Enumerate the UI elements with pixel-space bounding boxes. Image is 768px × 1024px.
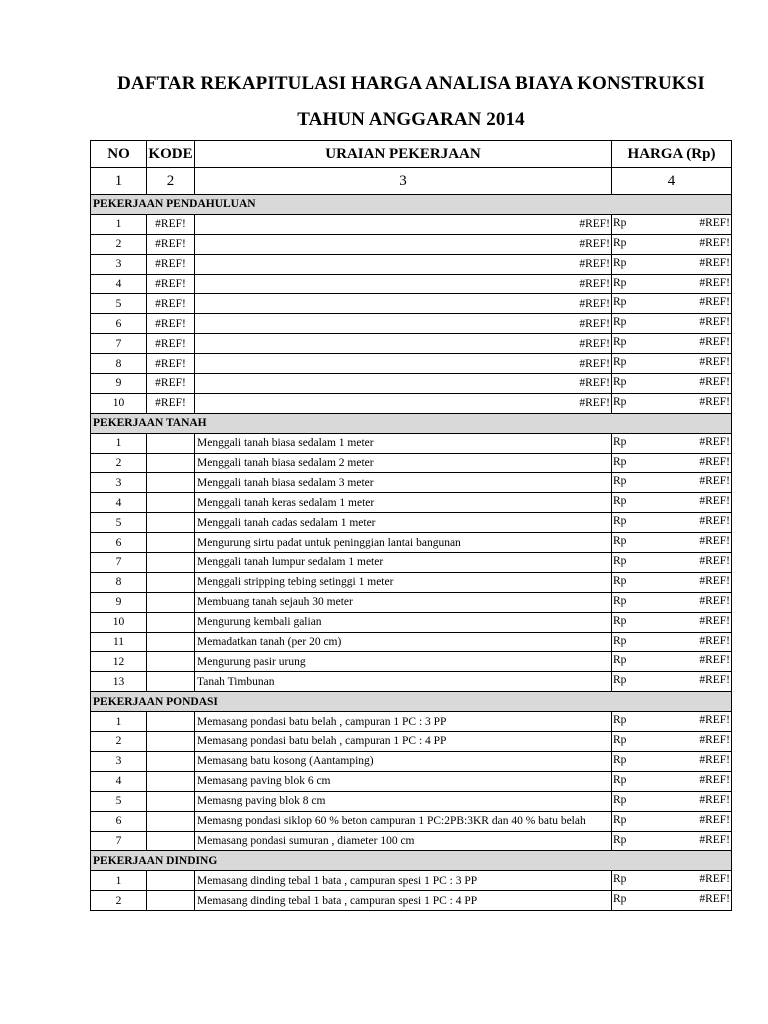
table-row: [91, 374, 732, 394]
harga-value: #REF!: [699, 634, 730, 647]
row-harga: [612, 612, 732, 632]
row-uraian: #REF!: [195, 314, 612, 334]
row-kode: [147, 493, 195, 513]
currency-label: Rp: [613, 833, 627, 846]
currency-label: Rp: [613, 674, 627, 687]
row-uraian: Menggali tanah cadas sedalam 1 meter: [195, 513, 612, 533]
currency-label: Rp: [613, 734, 627, 747]
recap-table: [90, 140, 732, 911]
table-row: [91, 533, 732, 553]
row-no: 4: [91, 771, 147, 791]
currency-label: Rp: [613, 535, 627, 548]
row-uraian: Memasang pondasi sumuran , diameter 100 cm: [195, 831, 612, 851]
table-row: [91, 493, 732, 513]
row-uraian: Memasng pondasi siklop 60 % beton campuran 1 PC:2PB:3KR dan 40 % batu belah: [195, 811, 612, 831]
row-kode: [147, 712, 195, 732]
harga-value: #REF!: [699, 793, 730, 806]
row-uraian: Menggali tanah biasa sedalam 2 meter: [195, 453, 612, 473]
row-uraian: #REF!: [195, 334, 612, 354]
row-harga: [612, 354, 732, 374]
table-row: [91, 393, 732, 413]
row-harga: [612, 493, 732, 513]
section-header-row: [91, 195, 732, 215]
row-no: 2: [91, 891, 147, 911]
row-harga: [612, 553, 732, 573]
harga-value: #REF!: [699, 356, 730, 369]
row-kode: [147, 652, 195, 672]
row-uraian: Mengurung pasir urung: [195, 652, 612, 672]
table-row: [91, 214, 732, 234]
row-no: 1: [91, 712, 147, 732]
row-kode: [147, 751, 195, 771]
currency-label: Rp: [613, 296, 627, 309]
harga-value: #REF!: [699, 395, 730, 408]
row-harga: [612, 891, 732, 911]
harga-value: #REF!: [699, 236, 730, 249]
row-uraian: Menggali tanah biasa sedalam 3 meter: [195, 473, 612, 493]
header-no: NO: [91, 141, 147, 168]
row-no: 1: [91, 433, 147, 453]
table-row: [91, 891, 732, 911]
currency-label: Rp: [613, 236, 627, 249]
row-kode: [147, 533, 195, 553]
harga-value: #REF!: [699, 714, 730, 727]
section-header-row: [91, 413, 732, 433]
currency-label: Rp: [613, 395, 627, 408]
currency-label: Rp: [613, 455, 627, 468]
row-kode: #REF!: [147, 393, 195, 413]
row-kode: [147, 831, 195, 851]
row-kode: #REF!: [147, 354, 195, 374]
table-row: [91, 473, 732, 493]
table-row: [91, 592, 732, 612]
currency-label: Rp: [613, 256, 627, 269]
row-uraian: Memasang dinding tebal 1 bata , campuran spesi 1 PC : 4 PP: [195, 891, 612, 911]
row-harga: [612, 453, 732, 473]
header-kode: KODE: [147, 141, 195, 168]
row-no: 3: [91, 473, 147, 493]
row-no: 11: [91, 632, 147, 652]
row-no: 1: [91, 871, 147, 891]
harga-value: #REF!: [699, 455, 730, 468]
currency-label: Rp: [613, 336, 627, 349]
row-no: 7: [91, 831, 147, 851]
row-harga: [612, 513, 732, 533]
harga-value: #REF!: [699, 734, 730, 747]
row-kode: [147, 513, 195, 533]
harga-value: #REF!: [699, 813, 730, 826]
harga-value: #REF!: [699, 614, 730, 627]
table-row: [91, 612, 732, 632]
harga-value: #REF!: [699, 435, 730, 448]
currency-label: Rp: [613, 873, 627, 886]
row-uraian: Tanah Timbunan: [195, 672, 612, 692]
harga-value: #REF!: [699, 674, 730, 687]
section-header-row: [91, 692, 732, 712]
row-uraian: #REF!: [195, 254, 612, 274]
row-no: 9: [91, 592, 147, 612]
row-no: 9: [91, 374, 147, 394]
harga-value: #REF!: [699, 256, 730, 269]
row-no: 13: [91, 672, 147, 692]
table-body: [91, 195, 732, 911]
section-title: PEKERJAAN PENDAHULUAN: [91, 195, 732, 215]
row-no: 4: [91, 274, 147, 294]
table-row: [91, 572, 732, 592]
row-harga: [612, 592, 732, 612]
row-no: 3: [91, 751, 147, 771]
table-row: [91, 871, 732, 891]
row-harga: [612, 811, 732, 831]
table-row: [91, 652, 732, 672]
column-number: 1: [91, 168, 147, 195]
row-kode: [147, 672, 195, 692]
row-no: 6: [91, 533, 147, 553]
row-no: 7: [91, 553, 147, 573]
harga-value: #REF!: [699, 316, 730, 329]
currency-label: Rp: [613, 753, 627, 766]
row-uraian: Mengurung sirtu padat untuk peninggian lantai bangunan: [195, 533, 612, 553]
harga-value: #REF!: [699, 475, 730, 488]
row-kode: [147, 453, 195, 473]
row-uraian: #REF!: [195, 234, 612, 254]
row-uraian: #REF!: [195, 374, 612, 394]
currency-label: Rp: [613, 555, 627, 568]
row-uraian: #REF!: [195, 214, 612, 234]
harga-value: #REF!: [699, 654, 730, 667]
harga-value: #REF!: [699, 773, 730, 786]
harga-value: #REF!: [699, 495, 730, 508]
currency-label: Rp: [613, 276, 627, 289]
harga-value: #REF!: [699, 574, 730, 587]
row-no: 12: [91, 652, 147, 672]
row-no: 2: [91, 234, 147, 254]
column-number: 4: [612, 168, 732, 195]
row-harga: [612, 771, 732, 791]
row-harga: [612, 632, 732, 652]
row-harga: [612, 791, 732, 811]
row-no: 10: [91, 393, 147, 413]
row-harga: [612, 871, 732, 891]
section-header-row: [91, 851, 732, 871]
table-row: [91, 274, 732, 294]
section-title: PEKERJAAN TANAH: [91, 413, 732, 433]
row-harga: [612, 334, 732, 354]
row-uraian: Menggali tanah biasa sedalam 1 meter: [195, 433, 612, 453]
row-uraian: Menggali tanah keras sedalam 1 meter: [195, 493, 612, 513]
row-harga: [612, 712, 732, 732]
row-kode: #REF!: [147, 374, 195, 394]
row-harga: [612, 393, 732, 413]
table-row: [91, 771, 732, 791]
table-row: [91, 513, 732, 533]
row-harga: [612, 533, 732, 553]
harga-value: #REF!: [699, 893, 730, 906]
row-kode: #REF!: [147, 314, 195, 334]
row-kode: [147, 732, 195, 752]
row-kode: [147, 771, 195, 791]
row-harga: [612, 294, 732, 314]
row-kode: [147, 572, 195, 592]
row-uraian: Memasang dinding tebal 1 bata , campuran spesi 1 PC : 3 PP: [195, 871, 612, 891]
table-row: [91, 314, 732, 334]
row-uraian: Menggali stripping tebing setinggi 1 meter: [195, 572, 612, 592]
row-uraian: Memasang pondasi batu belah , campuran 1 PC : 3 PP: [195, 712, 612, 732]
harga-value: #REF!: [699, 296, 730, 309]
section-title: PEKERJAAN DINDING: [91, 851, 732, 871]
row-kode: [147, 632, 195, 652]
row-kode: [147, 473, 195, 493]
currency-label: Rp: [613, 495, 627, 508]
row-harga: [612, 732, 732, 752]
harga-value: #REF!: [699, 594, 730, 607]
row-uraian: #REF!: [195, 294, 612, 314]
row-uraian: Membuang tanah sejauh 30 meter: [195, 592, 612, 612]
currency-label: Rp: [613, 515, 627, 528]
row-no: 8: [91, 572, 147, 592]
row-no: 5: [91, 791, 147, 811]
table-row: [91, 672, 732, 692]
column-number: 2: [147, 168, 195, 195]
harga-value: #REF!: [699, 216, 730, 229]
row-harga: [612, 214, 732, 234]
header-harga: HARGA (Rp): [612, 141, 732, 168]
table-row: [91, 632, 732, 652]
row-harga: [612, 314, 732, 334]
row-kode: [147, 592, 195, 612]
currency-label: Rp: [613, 574, 627, 587]
currency-label: Rp: [613, 893, 627, 906]
row-no: 5: [91, 294, 147, 314]
row-harga: [612, 234, 732, 254]
header-uraian: URAIAN PEKERJAAN: [195, 141, 612, 168]
column-number-row: [91, 168, 732, 195]
row-no: 3: [91, 254, 147, 274]
currency-label: Rp: [613, 316, 627, 329]
row-uraian: Memasang batu kosong (Aantamping): [195, 751, 612, 771]
row-kode: [147, 891, 195, 911]
row-no: 2: [91, 453, 147, 473]
document-subtitle: TAHUN ANGGARAN 2014: [297, 109, 525, 130]
row-uraian: Memadatkan tanah (per 20 cm): [195, 632, 612, 652]
row-harga: [612, 473, 732, 493]
currency-label: Rp: [613, 435, 627, 448]
currency-label: Rp: [613, 714, 627, 727]
row-uraian: Mengurung kembali galian: [195, 612, 612, 632]
table-row: [91, 811, 732, 831]
row-no: 6: [91, 314, 147, 334]
row-kode: #REF!: [147, 214, 195, 234]
header-row: [91, 141, 732, 168]
row-no: 2: [91, 732, 147, 752]
row-kode: [147, 791, 195, 811]
row-harga: [612, 652, 732, 672]
table-row: [91, 732, 732, 752]
harga-value: #REF!: [699, 555, 730, 568]
row-harga: [612, 572, 732, 592]
harga-value: #REF!: [699, 515, 730, 528]
table-row: [91, 791, 732, 811]
row-kode: #REF!: [147, 234, 195, 254]
currency-label: Rp: [613, 216, 627, 229]
row-no: 10: [91, 612, 147, 632]
currency-label: Rp: [613, 793, 627, 806]
table-row: [91, 294, 732, 314]
harga-value: #REF!: [699, 873, 730, 886]
section-title: PEKERJAAN PONDASI: [91, 692, 732, 712]
row-kode: [147, 553, 195, 573]
table-row: [91, 751, 732, 771]
row-harga: [612, 831, 732, 851]
harga-value: #REF!: [699, 753, 730, 766]
row-no: 1: [91, 214, 147, 234]
table-row: [91, 433, 732, 453]
currency-label: Rp: [613, 356, 627, 369]
table-row: [91, 453, 732, 473]
currency-label: Rp: [613, 594, 627, 607]
row-uraian: Memasng paving blok 8 cm: [195, 791, 612, 811]
row-kode: [147, 871, 195, 891]
row-no: 8: [91, 354, 147, 374]
row-kode: #REF!: [147, 294, 195, 314]
row-no: 4: [91, 493, 147, 513]
table-row: [91, 553, 732, 573]
currency-label: Rp: [613, 376, 627, 389]
table-row: [91, 234, 732, 254]
row-harga: [612, 751, 732, 771]
currency-label: Rp: [613, 634, 627, 647]
row-uraian: #REF!: [195, 393, 612, 413]
row-no: 7: [91, 334, 147, 354]
currency-label: Rp: [613, 614, 627, 627]
harga-value: #REF!: [699, 376, 730, 389]
harga-value: #REF!: [699, 336, 730, 349]
harga-value: #REF!: [699, 833, 730, 846]
row-kode: #REF!: [147, 274, 195, 294]
row-harga: [612, 274, 732, 294]
row-harga: [612, 254, 732, 274]
currency-label: Rp: [613, 475, 627, 488]
row-no: 5: [91, 513, 147, 533]
harga-value: #REF!: [699, 276, 730, 289]
column-number: 3: [195, 168, 612, 195]
row-uraian: Menggali tanah lumpur sedalam 1 meter: [195, 553, 612, 573]
row-no: 6: [91, 811, 147, 831]
currency-label: Rp: [613, 813, 627, 826]
table-row: [91, 831, 732, 851]
row-harga: [612, 433, 732, 453]
row-kode: #REF!: [147, 254, 195, 274]
row-harga: [612, 672, 732, 692]
row-harga: [612, 374, 732, 394]
row-uraian: Memasang pondasi batu belah , campuran 1 PC : 4 PP: [195, 732, 612, 752]
table-row: [91, 354, 732, 374]
table-row: [91, 334, 732, 354]
currency-label: Rp: [613, 773, 627, 786]
row-uraian: Memasang paving blok 6 cm: [195, 771, 612, 791]
row-uraian: #REF!: [195, 354, 612, 374]
currency-label: Rp: [613, 654, 627, 667]
row-kode: [147, 811, 195, 831]
row-kode: #REF!: [147, 334, 195, 354]
document-title: DAFTAR REKAPITULASI HARGA ANALISA BIAYA KONSTRUKSI: [117, 73, 705, 94]
harga-value: #REF!: [699, 535, 730, 548]
table-row: [91, 712, 732, 732]
table-row: [91, 254, 732, 274]
row-uraian: #REF!: [195, 274, 612, 294]
row-kode: [147, 433, 195, 453]
row-kode: [147, 612, 195, 632]
